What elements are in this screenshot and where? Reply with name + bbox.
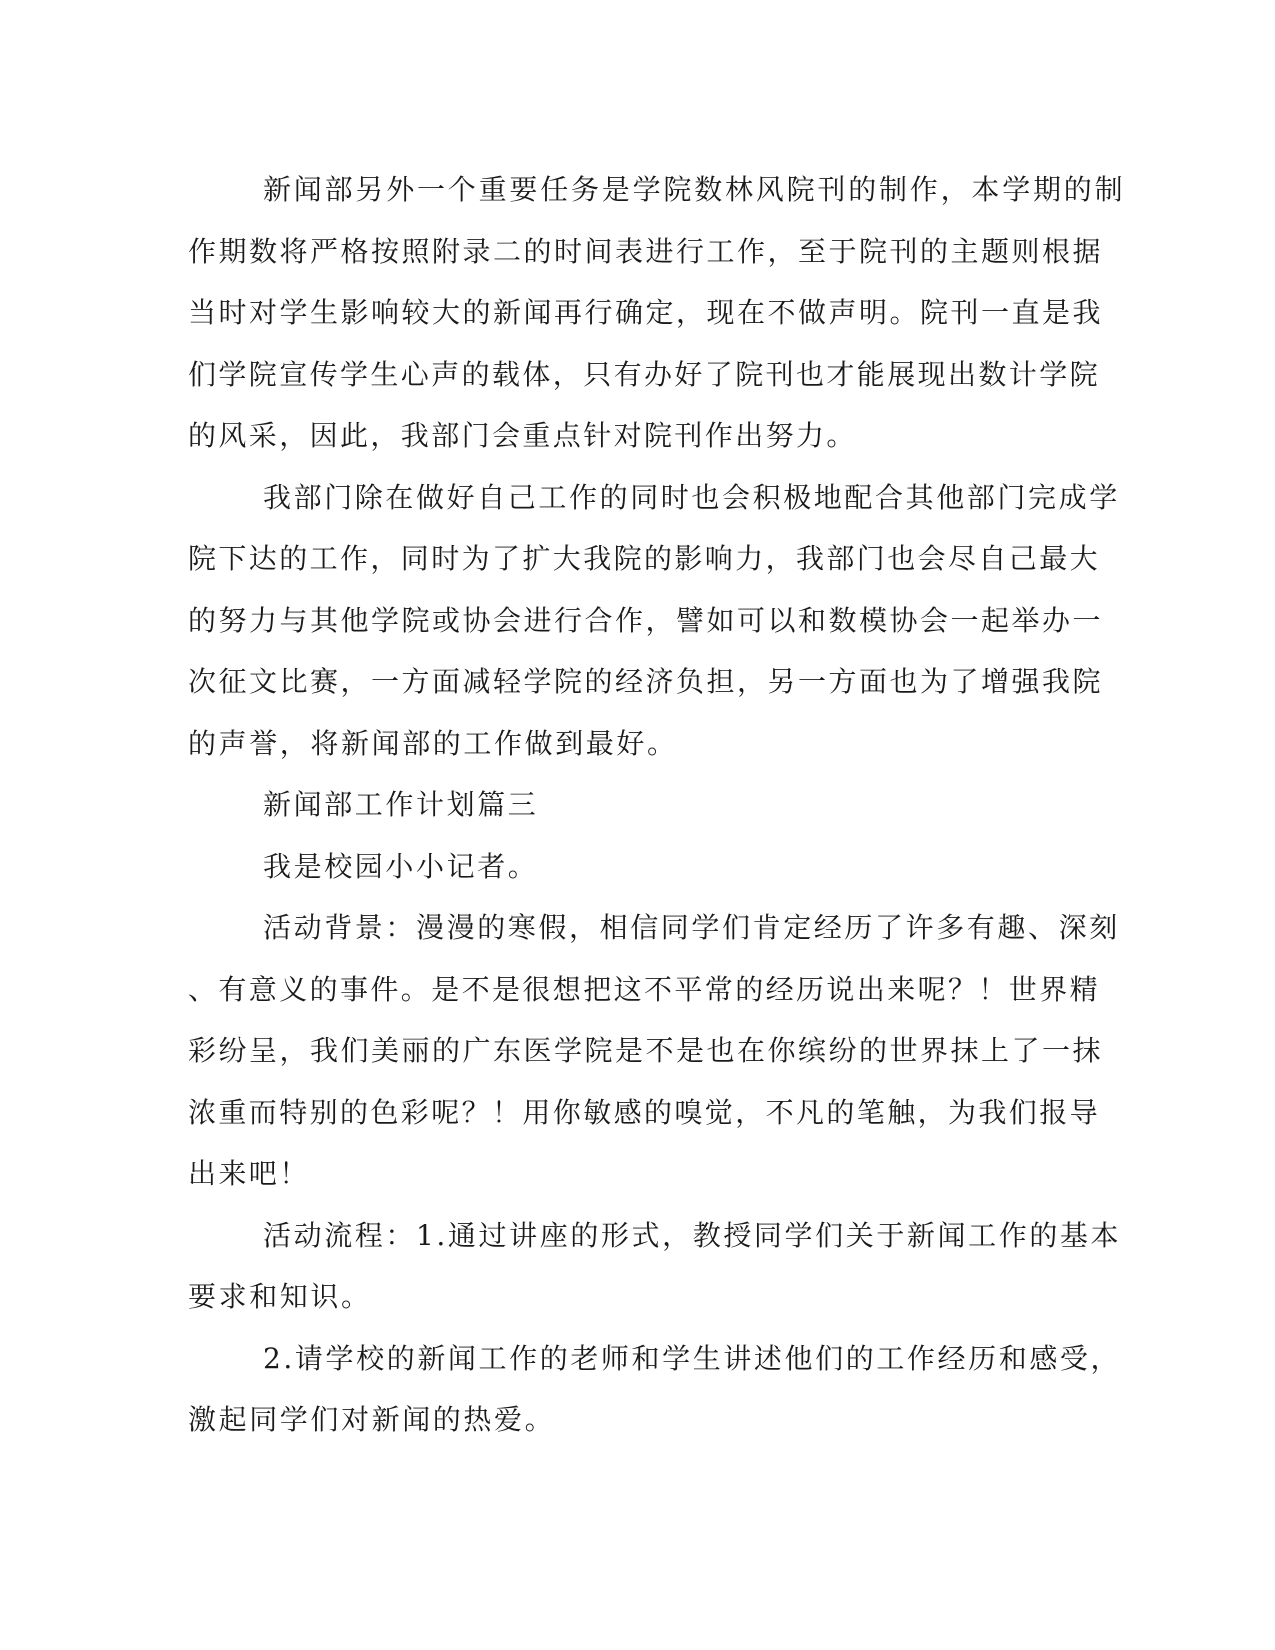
section-heading: 新闻部工作计划篇三 [263, 788, 539, 821]
text-line: 要求和知识。 [188, 1280, 372, 1313]
text-line: 浓重而特别的色彩呢？！用你敏感的嗅觉，不凡的笔触，为我们报导 [188, 1096, 1101, 1129]
text-line: 活动背景：漫漫的寒假，相信同学们肯定经历了许多有趣、深刻 [263, 911, 1120, 944]
text-line: 的声誉，将新闻部的工作做到最好。 [188, 727, 678, 760]
text-line: 我部门除在做好自己工作的同时也会积极地配合其他部门完成学 [263, 481, 1120, 514]
text-line: 彩纷呈，我们美丽的广东医学院是不是也在你缤纷的世界抹上了一抹 [188, 1034, 1104, 1067]
text-line: 活动流程：1.通过讲座的形式，教授同学们关于新闻工作的基本 [263, 1219, 1122, 1252]
text-line: 次征文比赛，一方面减轻学院的经济负担，另一方面也为了增强我院 [188, 665, 1104, 698]
text-line: 新闻部另外一个重要任务是学院数林风院刊的制作，本学期的制 [263, 173, 1126, 206]
text-line: 院下达的工作，同时为了扩大我院的影响力，我部门也会尽自己最大 [188, 542, 1101, 575]
text-line: 出来吧！ [188, 1157, 310, 1190]
text-line: 们学院宣传学生心声的载体，只有办好了院刊也才能展现出数计学院 [188, 358, 1101, 391]
text-line: 的风采，因此，我部门会重点针对院刊作出努力。 [188, 419, 857, 452]
text-line: 的努力与其他学院或协会进行合作，譬如可以和数模协会一起举办一 [188, 604, 1104, 637]
text-line: 我是校园小小记者。 [263, 850, 539, 883]
text-line: 2.请学校的新闻工作的老师和学生讲述他们的工作经历和感受， [263, 1342, 1122, 1375]
text-line: 激起同学们对新闻的热爱。 [188, 1403, 556, 1436]
text-line: 当时对学生影响较大的新闻再行确定，现在不做声明。院刊一直是我 [188, 296, 1104, 329]
text-line: 作期数将严格按照附录二的时间表进行工作，至于院刊的主题则根据 [188, 235, 1104, 268]
text-line: 、有意义的事件。是不是很想把这不平常的经历说出来呢？！世界精 [188, 973, 1101, 1006]
